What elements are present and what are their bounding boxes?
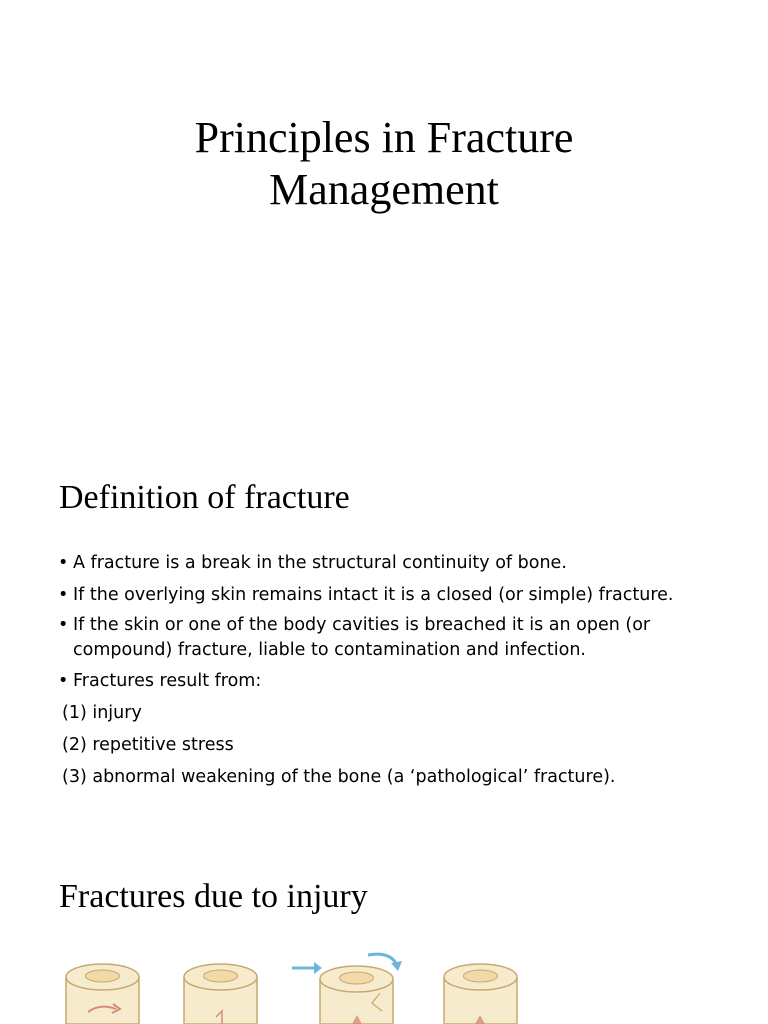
bullet-item (58, 549, 748, 577)
bullet-item (58, 613, 748, 663)
bullet-text: Fractures result from: (73, 671, 262, 691)
definition-list (58, 549, 748, 795)
bullet-text: If the overlying skin remains intact it is a closed (or simple) fracture. (73, 585, 674, 605)
bullet-text: A fracture is a break in the structural continuity of bone. (73, 553, 567, 573)
slide-title (0, 112, 768, 216)
bullet-icon: • (58, 553, 69, 573)
bone-4-illustration (444, 964, 517, 1024)
bones-svg (0, 945, 768, 1024)
injury-heading: Fractures due to injury (59, 878, 368, 915)
bullet-text: If the skin or one of the body cavities is breached it is an open (or compound) fracture, liable to contamination and infection. (73, 615, 651, 660)
slide-title-line-1: Principles in Fracture (194, 113, 574, 162)
bullet-icon: • (58, 671, 69, 691)
definition-heading: Definition of fracture (59, 479, 350, 516)
bullet-icon: • (58, 585, 69, 605)
bullet-icon: • (58, 615, 69, 635)
cause-item: (1) injury (62, 703, 142, 723)
bone-2-illustration (184, 964, 257, 1024)
bullet-item (58, 667, 748, 695)
fracture-illustration (0, 945, 768, 1024)
bone-1-illustration (66, 964, 139, 1024)
cause-item: (3) abnormal weakening of the bone (a ‘pathological’ fracture). (62, 767, 616, 787)
bone-3-illustration (292, 954, 402, 1024)
slide-title-line-2: Management (269, 165, 499, 214)
cause-item: (2) repetitive stress (62, 735, 234, 755)
bullet-item (58, 581, 748, 609)
